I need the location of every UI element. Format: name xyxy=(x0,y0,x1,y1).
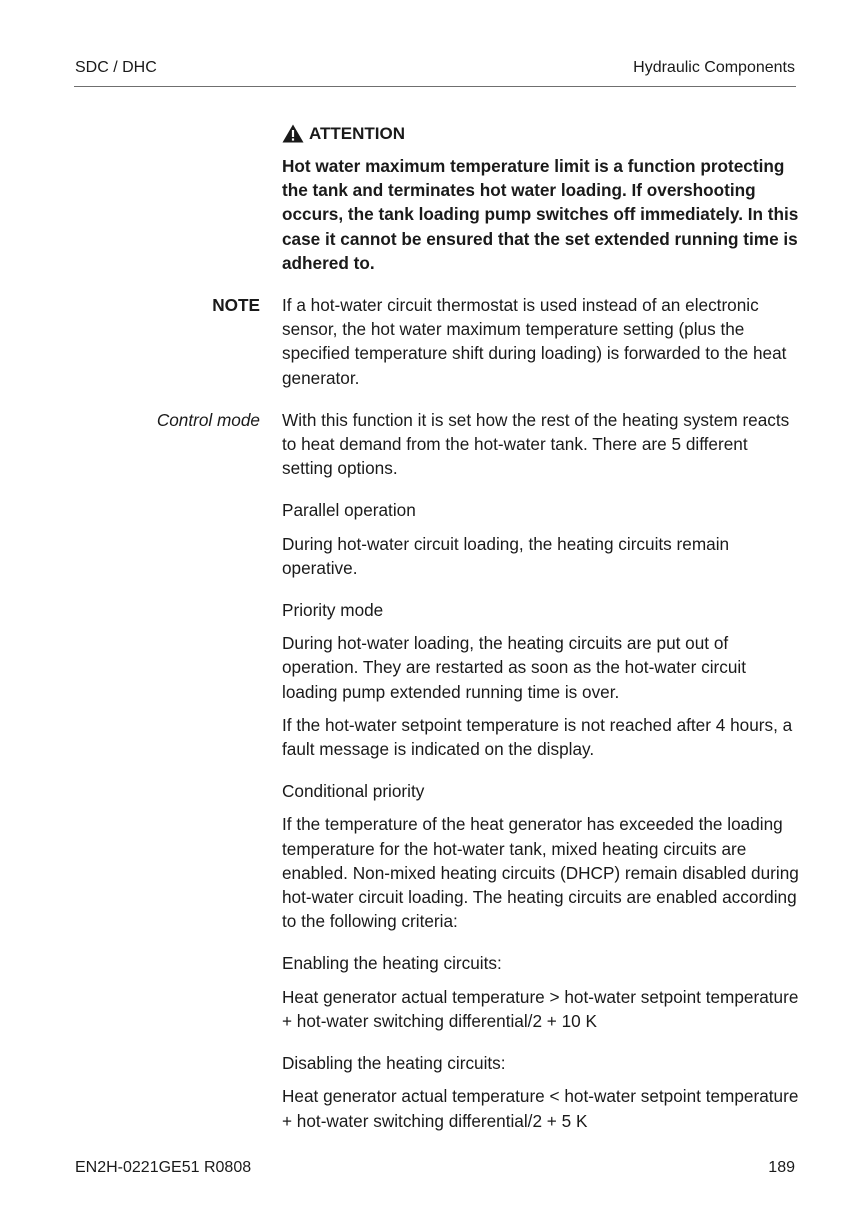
enabling-text: Heat generator actual temperature > hot-water setpoint temperature + hot-water switching differential/2 + 10 K xyxy=(282,986,799,1031)
page-content xyxy=(156,122,802,1133)
conditional-priority-text: If the temperature of the heat generator has exceeded the loading temperature for the hot-water tank, mixed heating circuits are enabled. Non-mixed heating circuits (DHCP) remain disabled during hot-water circuit loading. The heating circuits are enabled according to the following criteria: xyxy=(282,814,799,932)
attention-box xyxy=(282,122,802,275)
attention-heading xyxy=(282,122,802,146)
parallel-operation-section xyxy=(282,498,802,580)
parallel-operation-title: Parallel operation xyxy=(282,500,416,521)
note-text: If a hot-water circuit thermostat is used instead of an electronic sensor, the hot water maximum temperature setting (plus the specified temperature shift during loading) is forwarded to the heat generator. xyxy=(282,295,787,388)
parallel-operation-text: During hot-water circuit loading, the heating circuits remain operative. xyxy=(282,533,730,578)
disabling-text: Heat generator actual temperature < hot-water setpoint temperature + hot-water switching differential/2 + 5 K xyxy=(282,1086,799,1131)
attention-title: ATTENTION xyxy=(309,124,406,143)
control-mode-intro: With this function it is set how the rest of the heating system reacts to heat demand from the hot-water tank. There are 5 different setting options. xyxy=(282,409,790,479)
enabling-section xyxy=(282,951,802,1033)
conditional-priority-section xyxy=(282,779,802,933)
note-block xyxy=(212,293,802,390)
warning-triangle-icon xyxy=(282,124,304,143)
page-header xyxy=(74,56,796,87)
header-product: SDC / DHC xyxy=(75,59,157,76)
note-label: NOTE xyxy=(212,295,260,316)
footer-page-number: 189 xyxy=(768,1159,795,1176)
priority-mode-text: During hot-water loading, the heating circuits are put out of operation. They are restarted as soon as the hot-water circuit loading pump extended running time is over. xyxy=(282,633,746,702)
disabling-section xyxy=(282,1051,802,1133)
header-section: Hydraulic Components xyxy=(633,59,795,76)
attention-body: Hot water maximum temperature limit is a function protecting the tank and terminates hot water loading. If overshooting occurs, the tank loading pump switches off immediately. In this case it cannot be ensured that the set extended running time is adhered to. xyxy=(282,156,799,273)
priority-mode-section xyxy=(282,598,802,761)
priority-mode-fault-text: If the hot-water setpoint temperature is not reached after 4 hours, a fault message is indicated on the display. xyxy=(282,714,793,760)
conditional-priority-title: Conditional priority xyxy=(282,781,425,802)
enabling-title: Enabling the heating circuits: xyxy=(282,953,502,974)
control-mode-label: Control mode xyxy=(156,409,260,430)
disabling-title: Disabling the heating circuits: xyxy=(282,1053,506,1074)
control-mode-block xyxy=(156,408,802,481)
priority-mode-title: Priority mode xyxy=(282,600,384,621)
footer-doc-id: EN2H-0221GE51 R0808 xyxy=(75,1159,252,1176)
